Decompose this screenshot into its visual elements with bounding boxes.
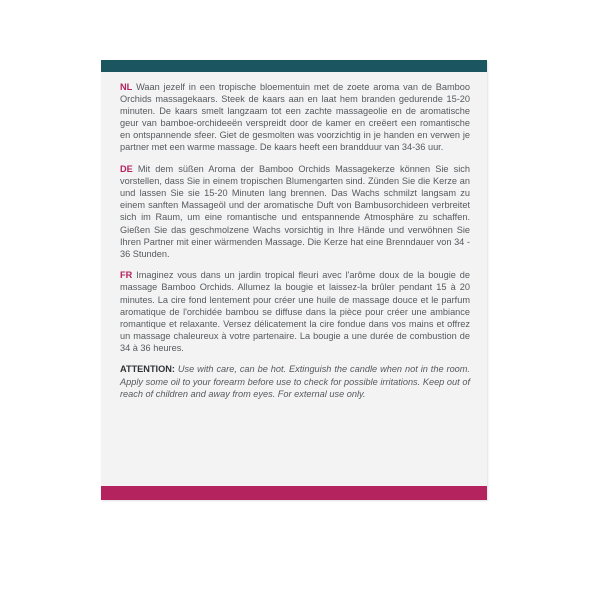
section-text-fr: Imaginez vous dans un jardin tropical fleuri avec l'arôme doux de la bougie de massage Bamboo Orchids. Allumez la bougie et laissez-la brûler pendant 15 à 20 minutes. La cire fond lentement pour créer une huile de massage douce et le parfum aromatique de l'orchidée bambou se diffuse dans la pièce pour créer une ambiance romantique et relaxante. Versez délicatement la cire fondue dans vos mains et offrez un massage chaleureux à votre partenaire. La bougie a une durée de combustion de 34 à 36 heures. <box>120 270 470 353</box>
product-label-card <box>101 60 487 500</box>
section-text-nl: Waan jezelf in een tropische bloementuin met de zoete aroma van de Bamboo Orchids massagekaars. Steek de kaars aan en laat hem branden gedurende 15-20 minuten. De kaars smelt langzaam tot een zachte massageolie en de aromatische geur van bamboe-orchideeën verspreidt door de kamer en creëert een romantische en ontspannende sfeer. Giet de gesmolten was voorzichtig in je handen en verwen je partner met een warme massage. De kaars heeft een brandduur van 34-36 uur. <box>120 82 470 153</box>
warning-text: Use with care, can be hot. Extinguish the candle when not in the room. Apply some oil to your forearm before use to check for possible irritations. Keep out of reach of children and away from eyes. For external use only. <box>120 364 470 399</box>
language-code-de: DE <box>120 164 133 175</box>
section-text-de: Mit dem süßen Aroma der Bamboo Orchids Massagekerze können Sie sich vorstellen, dass Sie in einem tropischen Blumengarten sind. Zünden Sie die Kerze an und lassen Sie sie 15-20 Minuten lang brennen. Das Wachs schmilzt langsam zu einem sanften Massageöl und der aromatische Duft von Bambusorchideen verbreitet sich im Raum, um eine romantische und entspannende Atmosphäre zu schaffen. Gießen Sie das geschmolzene Wachs vorsichtig in Ihre Hände und verwöhnen Sie Ihren Partner mit einer wärmenden Massage. Die Kerze hat eine Brenndauer von 34 - 36 Stunden. <box>120 164 470 259</box>
top-color-band <box>101 60 487 72</box>
language-code-fr: FR <box>120 270 133 281</box>
section-de <box>120 163 470 260</box>
section-fr <box>120 269 470 354</box>
bottom-color-band <box>101 486 487 500</box>
label-text-content <box>120 81 470 409</box>
warning-section <box>120 363 470 399</box>
warning-heading: ATTENTION: <box>120 364 175 375</box>
section-nl <box>120 81 470 154</box>
language-code-nl: NL <box>120 82 133 92</box>
